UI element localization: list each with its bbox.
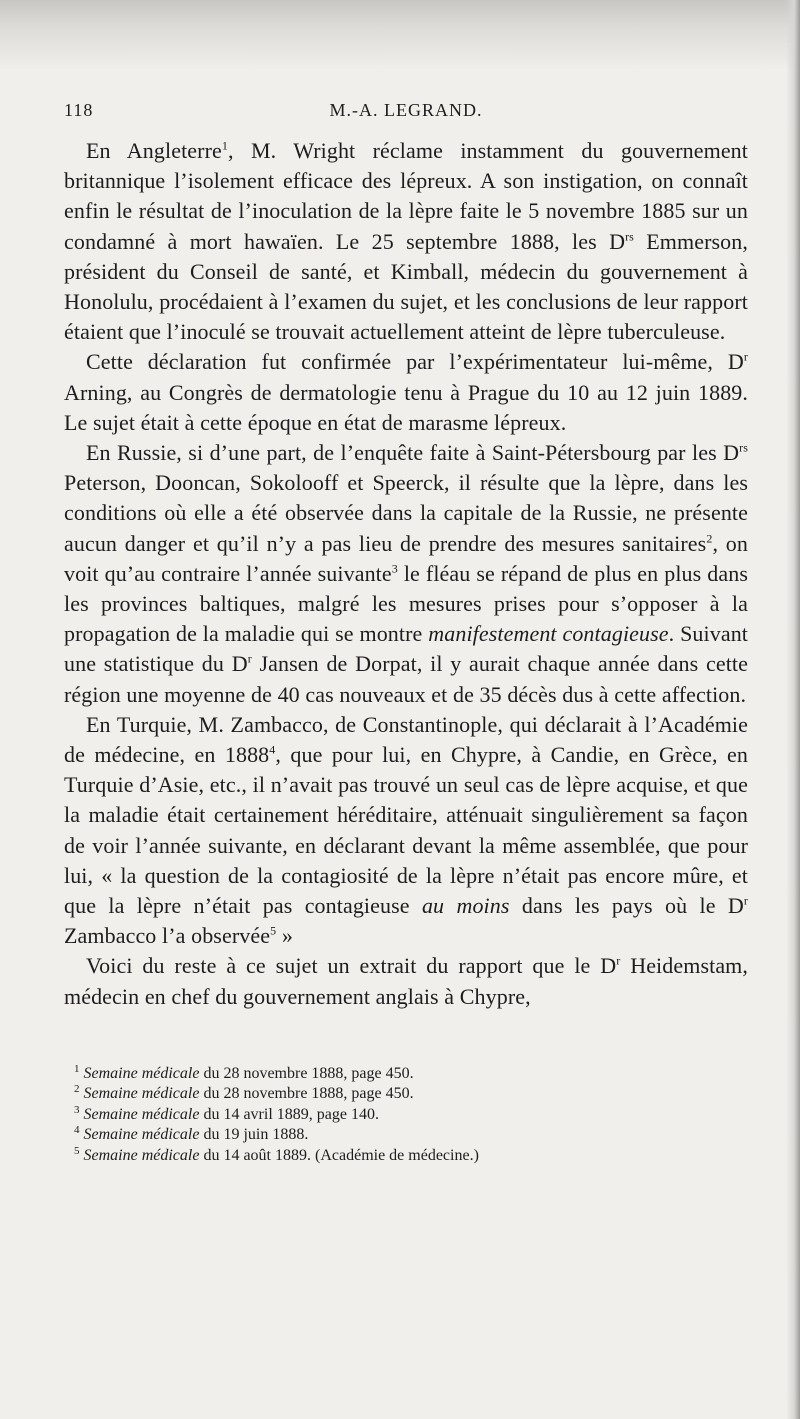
footnote-text: du 28 novembre 1888, page 450. xyxy=(199,1064,414,1082)
footnote xyxy=(74,1105,748,1126)
text-run: En Russie, si d’une part, de l’enquête faite à Saint-Pétersbourg par les D xyxy=(86,440,740,466)
footnote-text: du 28 novembre 1888, page 450. xyxy=(199,1085,414,1103)
footnote-mark: 4 xyxy=(74,1124,80,1137)
text-run: , M. Wright réclame instamment du gouvernement britannique l’isolement efficace des lépreux. A son instigation, on connaît enfin le résultat de l’inoculation de la lèpre faite le 5 novembre 1885 sur un condamné à mort hawaïen. Le 25 septembre 1888, les D xyxy=(64,138,748,254)
footnotes xyxy=(74,1064,748,1167)
body-text xyxy=(64,136,748,1012)
footnote xyxy=(74,1125,748,1146)
text-run: Cette déclaration fut confirmée par l’expérimentateur lui-même, D xyxy=(86,349,744,375)
superscript: r xyxy=(616,954,621,969)
book-page xyxy=(64,100,748,1166)
footnote-mark: 5 xyxy=(74,1144,80,1157)
superscript: r xyxy=(743,893,748,908)
text-run: . Suivant une statistique du D xyxy=(64,621,749,677)
footnote xyxy=(74,1146,748,1167)
text-run: En Angleterre xyxy=(86,138,222,163)
text-run: » xyxy=(276,923,293,949)
superscript: rs xyxy=(625,229,634,244)
footnote-journal: Semaine médicale xyxy=(83,1085,200,1103)
superscript: 1 xyxy=(221,138,228,153)
scan-shadow-right xyxy=(786,0,800,1419)
footnote-mark: 1 xyxy=(74,1062,80,1075)
footnote-mark: 2 xyxy=(74,1083,80,1096)
footnote-mark: 3 xyxy=(74,1103,80,1116)
paragraph xyxy=(64,347,748,438)
text-run: , que pour lui, en Chypre, à Candie, en Grèce, en Turquie d’Asie, etc., il n’avait pas trouvé un seul cas de lèpre acquise, et que la maladie était certainement héréditaire, atténuait singulièrement sa façon de voir l’année suivante, en déclarant devant la même assemblée, que pour lui, « la question de la contagiosité de la lèpre n’était pas encore mûre, et que la lèpre n’était pas contagieuse xyxy=(64,742,749,919)
superscript: 5 xyxy=(270,923,277,938)
text-run: Jansen de Dorpat, il y aurait chaque année dans cette région une moyenne de 40 cas nouveaux et de 35 décès dus à cette affection. xyxy=(64,651,748,707)
footnote-text: du 14 août 1889. (Académie de médecine.) xyxy=(199,1146,479,1164)
text-run: le fléau se répand de plus en plus dans les provinces baltiques, malgré les mesures prises pour s’opposer à la propagation de la maladie qui se montre xyxy=(64,560,748,647)
footnote xyxy=(74,1064,748,1085)
paragraph xyxy=(64,710,748,952)
superscript: 3 xyxy=(391,561,398,576)
text-run: En Turquie, M. Zambacco, de Constantinople, qui déclarait à l’Académie de médecine, en 1888 xyxy=(64,711,748,768)
footnote-journal: Semaine médicale xyxy=(83,1146,200,1164)
superscript: 4 xyxy=(269,742,276,757)
text-run: Arning, au Congrès de dermatologie tenu à Prague du 10 au 12 juin 1889. Le sujet était à cette époque en état de marasme lépreux. xyxy=(64,379,748,435)
italic-run: manifestement contagieuse xyxy=(428,621,669,647)
text-run: Zambacco l’a observée xyxy=(64,923,271,949)
paragraph xyxy=(64,136,748,347)
footnote-text: du 14 avril 1889, page 140. xyxy=(199,1105,379,1123)
footnote-journal: Semaine médicale xyxy=(83,1105,200,1123)
text-run: , on voit qu’au contraire l’année suivante xyxy=(64,530,748,586)
text-run: Heidemstam, médecin en chef du gouvernement anglais à Chypre, xyxy=(64,953,748,1009)
footnote-journal: Semaine médicale xyxy=(83,1064,200,1082)
superscript: r xyxy=(247,652,252,667)
running-head xyxy=(64,100,748,130)
italic-run: au moins xyxy=(421,893,510,919)
page-number: 118 xyxy=(64,100,94,120)
superscript: 2 xyxy=(706,531,713,546)
footnote-text: du 19 juin 1888. xyxy=(199,1126,309,1144)
running-title: M.-A. LEGRAND. xyxy=(329,100,483,120)
superscript: r xyxy=(743,350,748,365)
text-run: Peterson, Dooncan, Sokolooff et Speerck, il résulte que la lèpre, dans les conditions où elle a été observée dans la capitale de la Russie, ne présente aucun danger et qu’il n’y a pas lieu de prendre des mesures sanitaires xyxy=(64,470,748,556)
text-run: Emmerson, président du Conseil de santé, et Kimball, médecin du gouvernement à Honolulu, procédaient à l’examen du sujet, et les conclusions de leur rapport étaient que l’inoculé se trouvait actuellement atteint de lèpre tuberculeuse. xyxy=(64,228,748,345)
text-run: dans les pays où le D xyxy=(509,893,744,919)
scan-shadow-top xyxy=(0,0,800,70)
footnote xyxy=(74,1084,748,1105)
superscript: rs xyxy=(739,440,748,455)
paragraph xyxy=(64,951,748,1011)
paragraph xyxy=(64,438,748,710)
text-run: Voici du reste à ce sujet un extrait du rapport que le D xyxy=(86,953,617,979)
footnote-journal: Semaine médicale xyxy=(83,1126,200,1144)
